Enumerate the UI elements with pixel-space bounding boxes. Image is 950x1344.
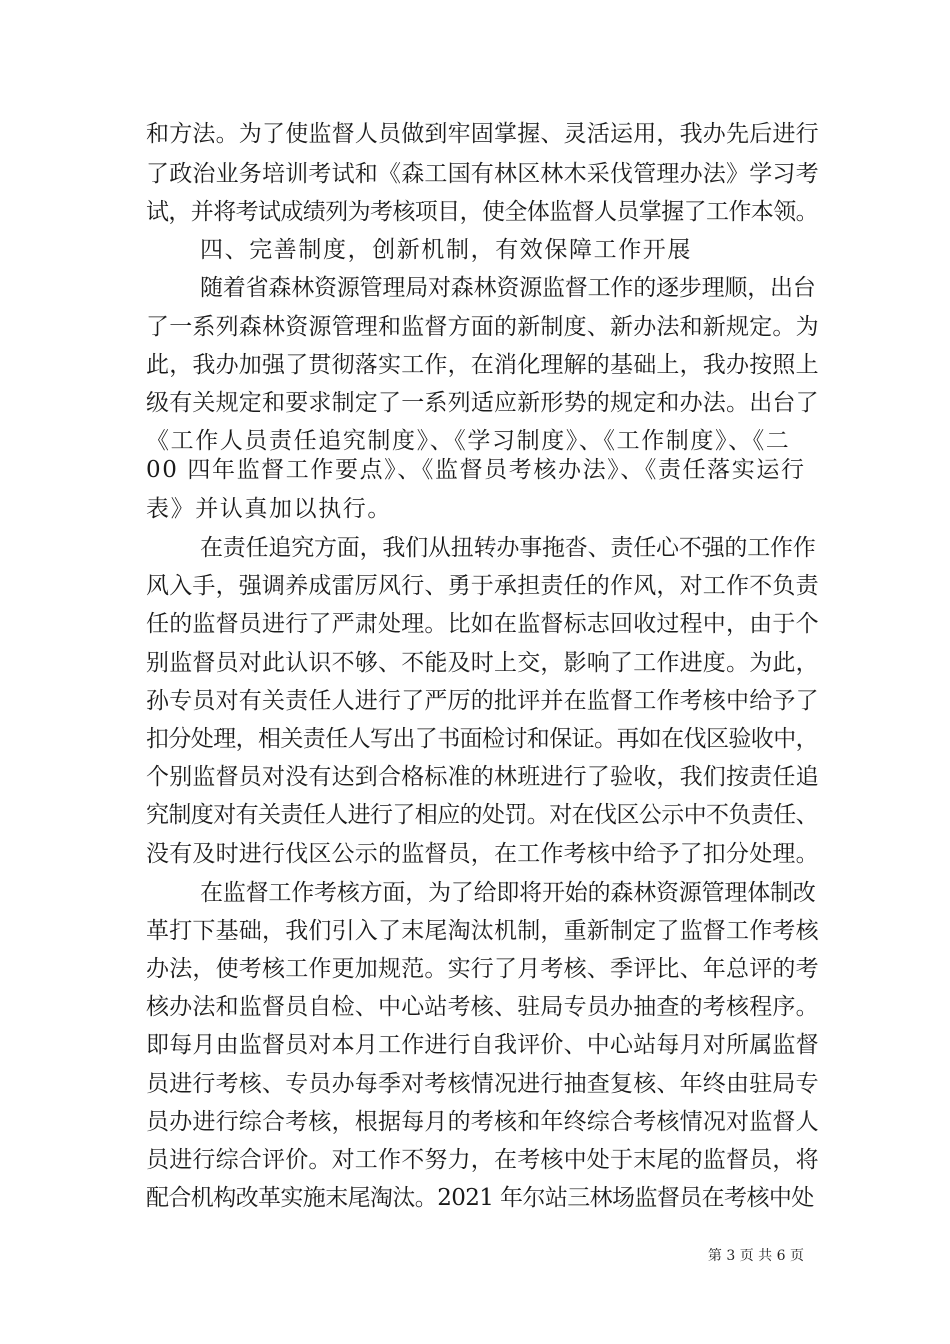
text-line: 办法，使考核工作更加规范。实行了月考核、季评比、年总评的考 (146, 956, 819, 982)
text-line: 别监督员对此认识不够、不能及时上交，影响了工作进度。为此， (146, 650, 819, 676)
text-line: 00 四年监督工作要点》、《监督员考核办法》、《责任落实运行 (146, 457, 806, 483)
text-line: 任的监督员进行了严肃处理。比如在监督标志回收过程中，由于个 (146, 611, 819, 637)
text-line: 表》并认真加以执行。 (146, 496, 392, 522)
text-line: 员办进行综合考核，根据每月的考核和年终综合考核情况对监督人 (146, 1109, 819, 1135)
text-line: 级有关规定和要求制定了一系列适应新形势的规定和办法。出台了 (146, 390, 819, 416)
text-line: 了政治业务培训考试和《森工国有林区林木采伐管理办法》学习考 (146, 161, 819, 187)
text-line: 没有及时进行伐区公示的监督员，在工作考核中给予了扣分处理。 (146, 841, 819, 867)
section-heading: 四、完善制度，创新机制，有效保障工作开展 (200, 237, 692, 263)
text-line: 此，我办加强了贯彻落实工作，在消化理解的基础上，我办按照上 (146, 352, 819, 378)
text-line: 究制度对有关责任人进行了相应的处罚。对在伐区公示中不负责任、 (146, 802, 819, 828)
text-line: 风入手，强调养成雷厉风行、勇于承担责任的作风，对工作不负责 (146, 573, 819, 599)
text-line: 即每月由监督员对本月工作进行自我评价、中心站每月对所属监督 (146, 1032, 819, 1058)
text-line: 了一系列森林资源管理和监督方面的新制度、新办法和新规定。为 (146, 314, 819, 340)
text-line: 扣分处理，相关责任人写出了书面检讨和保证。再如在伐区验收中， (146, 726, 819, 752)
text-line: 《工作人员责任追究制度》、《学习制度》、《工作制度》、《二 (146, 428, 791, 454)
text-line: 孙专员对有关责任人进行了严厉的批评并在监督工作考核中给予了 (146, 688, 819, 714)
text-line: 个别监督员对没有达到合格标准的林班进行了验收，我们按责任追 (146, 764, 819, 790)
text-line: 革打下基础，我们引入了末尾淘汰机制，重新制定了监督工作考核 (146, 918, 819, 944)
text-line: 员进行考核、专员办每季对考核情况进行抽查复核、年终由驻局专 (146, 1071, 819, 1097)
text-line: 试，并将考试成绩列为考核项目，使全体监督人员掌握了工作本领。 (146, 199, 819, 225)
text-line: 在责任追究方面，我们从扭转办事拖沓、责任心不强的工作作 (200, 535, 816, 561)
text-line: 在监督工作考核方面，为了给即将开始的森林资源管理体制改 (200, 880, 816, 906)
text-line: 随着省森林资源管理局对森林资源监督工作的逐步理顺，出台 (200, 275, 816, 301)
text-line: 员进行综合评价。对工作不努力，在考核中处于末尾的监督员，将 (146, 1147, 819, 1173)
text-line: 配合机构改革实施末尾淘汰。2021 年尔站三林场监督员在考核中处 (146, 1185, 814, 1211)
text-line: 核办法和监督员自检、中心站考核、驻局专员办抽查的考核程序。 (146, 994, 819, 1020)
text-line: 和方法。为了使监督人员做到牢固掌握、灵活运用，我办先后进行 (146, 121, 819, 147)
page-number-footer: 第 3 页 共 6 页 (707, 1248, 804, 1264)
